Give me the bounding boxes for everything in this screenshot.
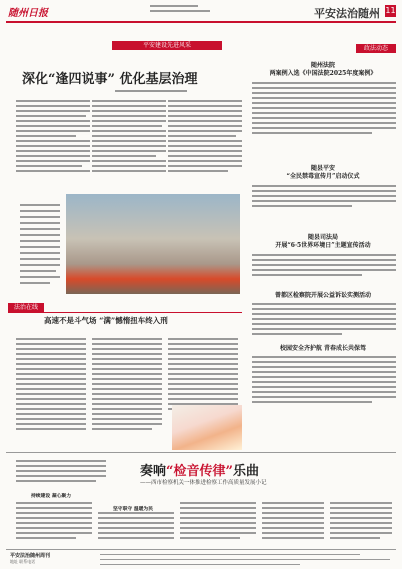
bottom-subtitle: ——西市检察机关一体推进检察工作高质量发展小记 <box>140 480 267 486</box>
left-main-photo <box>66 194 240 294</box>
right-item2-body <box>252 183 396 213</box>
left-byline <box>115 90 187 92</box>
bottom-intro <box>16 458 106 488</box>
header-stamp-block <box>150 3 230 15</box>
mid-section-tag: 法治在线 <box>8 303 44 312</box>
bottom-section-1: 持续建设 凝心聚力 <box>30 493 72 499</box>
right-item2-title-1: 随县平安 <box>310 165 335 172</box>
paper-logo: 随州日报 <box>8 8 48 19</box>
right-item1-title-1: 随州法院 <box>310 62 335 69</box>
right-section-tag: 政法动态 <box>356 44 396 53</box>
left-banner: 平安建设先进风采 <box>112 41 222 50</box>
right-item3-title-2: 开展“6·5世界环境日”主题宣传活动 <box>275 242 371 249</box>
right-item1-body <box>252 80 396 142</box>
footer-org: 平安法治随州周刊 <box>10 553 51 559</box>
left-headline: 深化“逢四说事” 优化基层治理 <box>22 72 198 87</box>
right-item5-title: 校园安全齐护航 青春成长共保驾 <box>279 345 367 352</box>
left-body-col-1 <box>16 98 90 178</box>
right-item4-title: 曾都区检察院开展公益诉讼实测活动 <box>274 292 371 299</box>
left-caption-box <box>20 200 60 290</box>
left-body-col-3 <box>168 98 242 178</box>
bottom-body <box>16 500 396 546</box>
left-body-col-2 <box>92 98 166 178</box>
right-item1-title-2: 两案例入选《中国法院2025年度案例》 <box>269 70 377 77</box>
footer-contact: 地址 联系电话 <box>10 559 36 564</box>
bottom-section-2: 坚守职守 温暖为民 <box>112 506 154 512</box>
right-item2-title-2: “全民禁毒宣传月”启动仪式 <box>286 173 360 180</box>
header-rule <box>6 21 396 23</box>
right-item3-title-1: 随县司法局 <box>307 234 338 241</box>
right-item4-body <box>252 301 396 341</box>
footer-info <box>100 553 390 567</box>
bottom-title-pre: 奏响 <box>140 464 167 479</box>
bottom-title-post: 乐曲 <box>232 464 259 479</box>
bottom-title-quote: “检音传律” <box>166 464 233 479</box>
bottom-divider <box>6 452 396 453</box>
footer-rule <box>6 549 396 550</box>
section-title: 平安法治随州 <box>314 7 380 20</box>
right-item3-body <box>252 252 396 282</box>
bottom-headline <box>140 460 259 479</box>
right-item5-body <box>252 354 396 414</box>
mid-illustration <box>172 405 242 450</box>
page-number: 11 <box>385 6 396 15</box>
mid-headline: 高速不是斗气场 “满”憾惰扭车终入刑 <box>44 316 168 325</box>
mid-title-rule <box>8 312 242 313</box>
